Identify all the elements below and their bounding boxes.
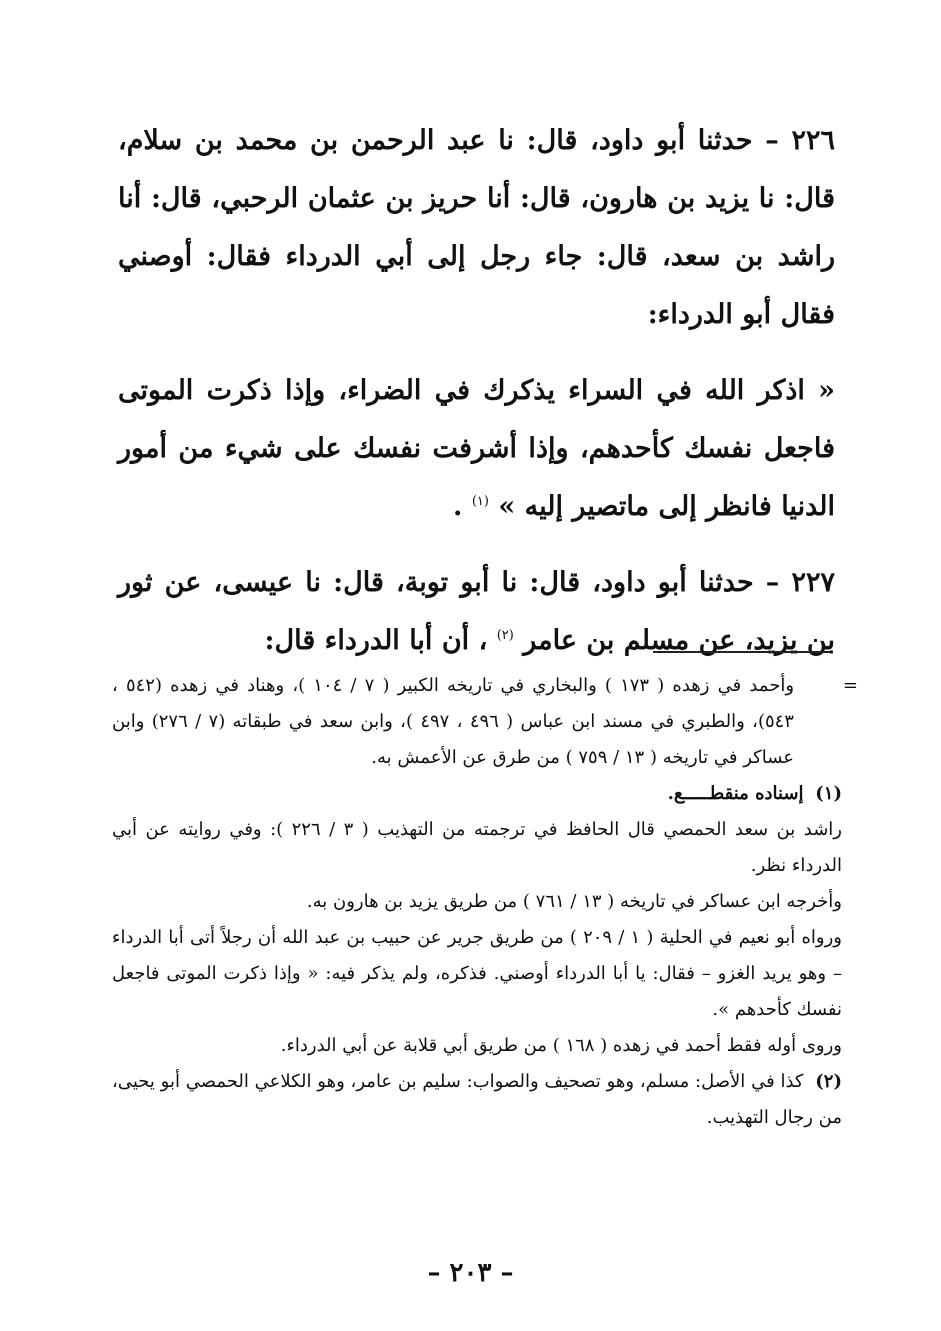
footnote-ref-2: (٢)	[496, 628, 514, 643]
footnote-2-marker: (٢)	[815, 1071, 842, 1092]
quote-end: .	[453, 491, 463, 522]
footnote-continuation-text: وأحمد في زهده ( ١٧٣ ) والبخاري في تاريخه الكبير ( ٧ / ١٠٤ )، وهناد في زهده (٥٤٢ ، ٥٤٣)، والطبري في مسند ابن عباس ( ٤٩٦ ، ٤٩٧ )، وابن سعد في طبقاته (٧ / ٢٧٦) وابن عساكر في تاريخه ( ١٣ / ٧٥٩ ) من طرق عن الأعمش به.	[112, 675, 795, 768]
page-number: – ٢٠٣ –	[427, 1258, 514, 1288]
hadith-227-text-end: ، أن أبا الدرداء قال:	[264, 625, 488, 656]
footnote-continuation	[112, 668, 858, 776]
footnote-ref-1: (١)	[471, 494, 489, 509]
footnote-1-paragraph: وروى أوله فقط أحمد في زهده ( ١٦٨ ) من طريق أبي قلابة عن أبي الدرداء.	[280, 1035, 842, 1056]
footnote-1-paragraph: ورواه أبو نعيم في الحلية ( ١ / ٢٠٩ ) من طريق جرير عن حبيب بن عبد الله أن رجلاً أتى أبا الدرداء – وهو يريد الغزو – فقال: يا أبا الدرداء أوصني. فذكره، ولم يذكر فيه: « وإذا ذكرت الموتى فاجعل نفسك كأحدهم ».	[112, 927, 842, 1020]
footnote-1-paragraph: وأخرجه ابن عساكر في تاريخه ( ١٣ / ٧٦١ ) من طريق يزيد بن هارون به.	[306, 891, 842, 912]
footnotes	[112, 668, 858, 1136]
hadith-227-text: ٢٢٧ – حدثنا أبو داود، قال: نا أبو توبة، قال: نا عيسى، عن ثور بن يزيد، عن مسلم بن عامر	[118, 567, 835, 656]
footnote-1-marker: (١)	[815, 783, 842, 804]
quote-paragraph	[118, 362, 835, 536]
footnote-separator	[653, 651, 830, 653]
footnote-1-paragraph: راشد بن سعد الحمصي قال الحافظ في ترجمته من التهذيب ( ٣ / ٢٢٦ ): وفي روايته عن أبي الدرداء نظر.	[112, 819, 842, 876]
footnote-1-heading-text: إسناده منقطـــــع.	[667, 783, 804, 804]
continuation-mark: =	[842, 675, 858, 696]
footnote-2	[112, 1064, 842, 1136]
hadith-226-text: ٢٢٦ – حدثنا أبو داود، قال: نا عبد الرحمن بن محمد بن سلام، قال: نا يزيد بن هارون، قال: أنا حريز بن عثمان الرحبي، قال: أنا راشد بن سعد، قال: جاء رجل إلى أبي الدرداء فقال: أوصني فقال أبو الدرداء:	[118, 125, 835, 330]
quote-text: « اذكر الله في السراء يذكرك في الضراء، وإذا ذكرت الموتى فاجعل نفسك كأحدهم، وإذا أشرفت نفسك على شيء من أمور الدنيا فانظر إلى ماتصير إليه »	[118, 375, 835, 522]
hadith-226	[118, 112, 835, 344]
footnote-1-heading	[112, 776, 842, 812]
main-text	[118, 112, 835, 670]
footnote-2-text: كذا في الأصل: مسلم، وهو تصحيف والصواب: سليم بن عامر، وهو الكلاعي الحمصي أبو يحيى، من رجال التهذيب.	[112, 1071, 842, 1128]
